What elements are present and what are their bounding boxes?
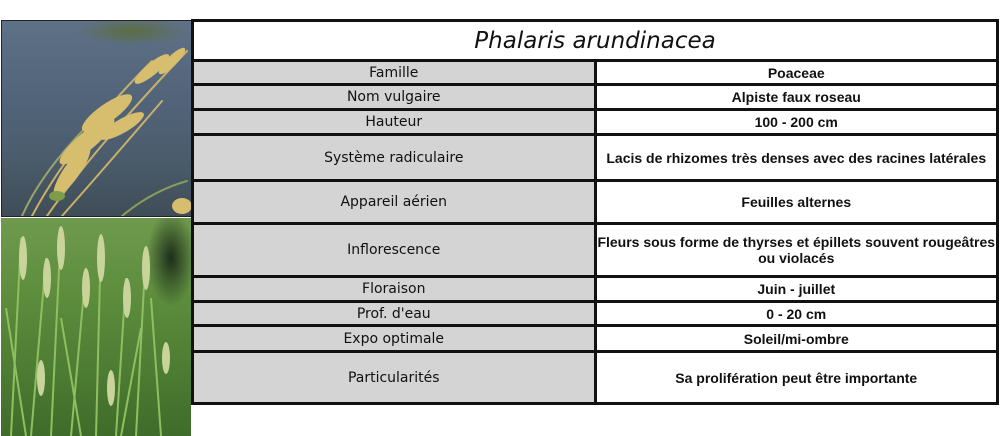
table-row <box>193 352 998 404</box>
row-value: Soleil/mi-ombre <box>595 326 998 352</box>
title-row <box>193 21 998 61</box>
row-label: Hauteur <box>193 110 596 135</box>
grass-clump-illustration <box>1 218 191 436</box>
photo-grass-clump <box>1 218 191 436</box>
table-row <box>193 61 998 85</box>
table-row <box>193 110 998 135</box>
table-row <box>193 302 998 326</box>
table-row <box>193 181 998 224</box>
table-row <box>193 224 998 277</box>
photo-seed-heads <box>1 20 193 217</box>
row-label: Nom vulgaire <box>193 85 596 110</box>
row-label: Appareil aérien <box>193 181 596 224</box>
row-label: Expo optimale <box>193 326 596 352</box>
row-label: Particularités <box>193 352 596 404</box>
row-value: 100 - 200 cm <box>595 110 998 135</box>
row-value: Lacis de rhizomes très denses avec des racines latérales <box>595 135 998 181</box>
row-value: Poaceae <box>595 61 998 85</box>
row-label: Prof. d'eau <box>193 302 596 326</box>
plant-info-table <box>191 19 999 405</box>
seed-heads-illustration <box>2 21 192 216</box>
row-label: Famille <box>193 61 596 85</box>
row-value: 0 - 20 cm <box>595 302 998 326</box>
row-label: Floraison <box>193 277 596 302</box>
row-value: Sa prolifération peut être importante <box>595 352 998 404</box>
row-value: Juin - juillet <box>595 277 998 302</box>
row-value: Feuilles alternes <box>595 181 998 224</box>
row-label: Inflorescence <box>193 224 596 277</box>
table-row <box>193 326 998 352</box>
row-value: Alpiste faux roseau <box>595 85 998 110</box>
table-row <box>193 135 998 181</box>
table-row <box>193 85 998 110</box>
table-row <box>193 277 998 302</box>
species-title: Phalaris arundinacea <box>193 21 998 61</box>
row-value: Fleurs sous forme de thyrses et épillets souvent rougeâtres ou violacés <box>595 224 998 277</box>
row-label: Système radiculaire <box>193 135 596 181</box>
